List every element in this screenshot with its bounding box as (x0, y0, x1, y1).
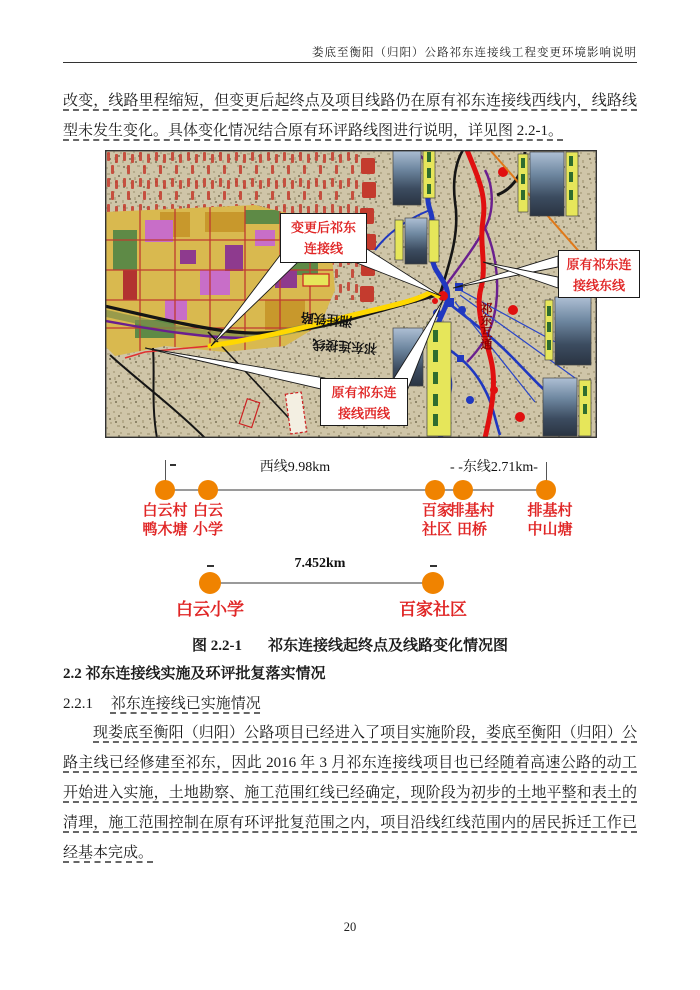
figure-caption-number: 图 2.2-1 (191, 638, 242, 654)
node-baijia (425, 480, 445, 500)
callout-east-line1: 原有祁东连 (566, 257, 632, 272)
section-2-2-heading (63, 662, 326, 683)
figure-caption (0, 634, 700, 655)
diagram1-line (165, 489, 546, 491)
callout-changed-line1: 变更后祁东 (290, 220, 356, 235)
start-dash (170, 464, 176, 466)
endpoint-diagram-total (150, 556, 500, 636)
callout-east-line2: 接线东线 (572, 278, 625, 293)
callout-original-west-line (320, 378, 408, 426)
label-paijicun-zhongshantang (518, 502, 582, 540)
section-2-2-1-number: 2.2.1 (63, 696, 93, 712)
header-rule (63, 62, 637, 63)
label-baiyun-school-l2: 小学 (192, 522, 223, 538)
callout-west-line1: 原有祁东连 (331, 385, 397, 400)
diagram2-line (210, 582, 433, 584)
section-2-2-1-heading (63, 692, 261, 713)
section-2-2-title: 祁东连接线实施及环评批复落实情况 (85, 666, 326, 682)
label-baiyun-school (178, 502, 238, 540)
label-baijia-l1: 百家 (421, 503, 452, 519)
label-paijicun-tianqiao-l1: 排基村 (449, 503, 495, 519)
railway-label: 湘桂铁路 (300, 309, 354, 330)
callout-west-line2: 接线西线 (337, 406, 390, 421)
total-end-dash (430, 565, 437, 567)
label-baiyuncun-l1: 白云村 (142, 503, 188, 519)
node-total-end (422, 572, 444, 594)
label-total-start: 白云小学 (176, 600, 244, 619)
label-paijicun-zhongshantang-l1: 排基村 (527, 503, 573, 519)
body-paragraph: 现娄底至衡阳（归阳）公路项目已经进入了项目实施阶段，娄底至衡阳（归阳）公路主线已经修建至祁东，因此 2016 年 3 月祁东连接线项目也已经随着高速公路的动工开始进入实施，土地勘察、施工范围红线已经确定，现阶段为初步的土地平整和表土的清理，施工范围控制在原有环评批复范围之内，项目沿线红线范围内的居民拆迁工作已经基本完成。 (63, 725, 637, 861)
node-paijicun-zhongshantang (536, 480, 556, 500)
label-baiyuncun-l2: 鸭木塘 (142, 522, 188, 538)
label-baijia-l2: 社区 (421, 522, 452, 538)
label-baiyun-school-l1: 白云 (192, 503, 223, 519)
east-span-label: - -东线2.71km- (450, 460, 538, 475)
callout-changed-route (280, 213, 367, 263)
node-baiyun-school (198, 480, 218, 500)
node-baiyuncun (155, 480, 175, 500)
total-span-label: 7.452km (294, 556, 346, 571)
section-2-2-1-title: 祁东连接线已实施情况 (110, 696, 261, 712)
node-total-start (199, 572, 221, 594)
section-2-2-number: 2.2 (63, 666, 82, 682)
label-paijicun-zhongshantang-l2: 中山塘 (527, 522, 573, 538)
connector-label: 祁东连接线 (311, 336, 378, 357)
node-paijicun-tianqiao (453, 480, 473, 500)
endpoint-diagram-west-east (100, 452, 600, 552)
label-paijicun-tianqiao-l2: 田桥 (456, 522, 487, 538)
figure-caption-text: 祁东连接线起终点及线路变化情况图 (267, 638, 508, 654)
label-total-end: 百家社区 (399, 600, 467, 619)
callout-original-east-line (558, 250, 640, 298)
label-paijicun-tianqiao (442, 502, 502, 540)
callout-changed-line2: 连接线 (303, 241, 343, 256)
intro-paragraph: 改变，线路里程缩短，但变更后起终点及项目线路仍在原有祁东连接线西线内，线路线型未发生变化。具体变化情况结合原有环评路线图进行说明，详见图 2.2-1。 (63, 93, 637, 139)
expressway-label: 祁东互通 (479, 302, 493, 350)
total-start-dash (207, 565, 214, 567)
page-number: 20 (343, 920, 357, 934)
header-title: 娄底至衡阳（归阳）公路祁东连接线工程变更环境影响说明 (312, 47, 637, 59)
west-span-label: 西线9.98km (259, 460, 331, 475)
